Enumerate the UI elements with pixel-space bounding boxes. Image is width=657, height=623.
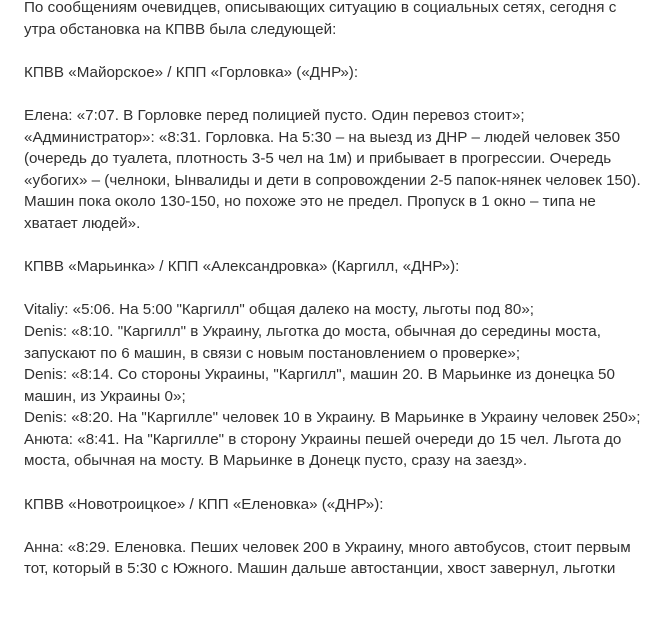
section-reports-novotroitskoe	[24, 537, 649, 580]
article-body	[24, 0, 649, 602]
report-item: Denis: «8:10. "Каргилл" в Украину, льготка до моста, обычная до середины моста, запускают по 6 машин, в связи с новым постановлением о проверке»;	[24, 322, 601, 362]
section-reports-mayorskoe	[24, 105, 649, 235]
report-item: Анюта: «8:41. На "Каргилле" в сторону Украины пешей очереди до 15 чел. Льгота до моста, обычная на мосту. В Марьинке в Донецк пусто, сразу на заезд».	[24, 430, 622, 470]
report-item: «Администратор»: «8:31. Горловка. На 5:30 – на выезд из ДНР – людей человек 350 (очередь до туалета, плотность 3-5 чел на 1м) и прибывает в прогрессии. Очередь «убогих» – (челноки, Ынвалиды и дети в сопровождении 2-5 папок-нянек человек 150). Машин пока около 130-150, но похоже это не предел. Пропуск в 1 окно – типа не хватает людей».	[24, 128, 641, 232]
section-reports-maryinka	[24, 299, 649, 472]
report-item: Denis: «8:14. Со стороны Украины, "Каргилл", машин 20. В Марьинке из донецка 50 машин, из Украины 0»;	[24, 366, 615, 405]
report-item: Denis: «8:20. На "Каргилле" человек 10 в Украину. В Марьинке в Украину человек 250»;	[24, 409, 641, 427]
report-item: Анна: «8:29. Еленовка. Пеших человек 200 в Украину, много автобусов, стоит первым тот, который в 5:30 с Южного. Машин дальше автостанции, хвост завернул, льготки	[24, 538, 631, 578]
report-item: Елена: «7:07. В Горловке перед полицией пусто. Один перевоз стоит»;	[24, 106, 525, 124]
report-item: Vitaliy: «5:06. На 5:00 "Каргилл" общая далеко на мосту, льготы под 80»;	[24, 301, 534, 319]
article-intro: По сообщениям очевидцев, описывающих ситуацию в социальных сетях, сегодня с утра обстановка на КПВВ была следующей:	[24, 0, 617, 38]
section-heading-novotroitskoe: КПВВ «Новотроицкое» / КПП «Еленовка» («ДНР»):	[24, 495, 384, 513]
section-heading-maryinka: КПВВ «Марьинка» / КПП «Александровка» (Каргилл, «ДНР»):	[24, 258, 460, 276]
section-heading-mayorskoe: КПВВ «Майорское» / КПП «Горловка» («ДНР»):	[24, 63, 359, 81]
